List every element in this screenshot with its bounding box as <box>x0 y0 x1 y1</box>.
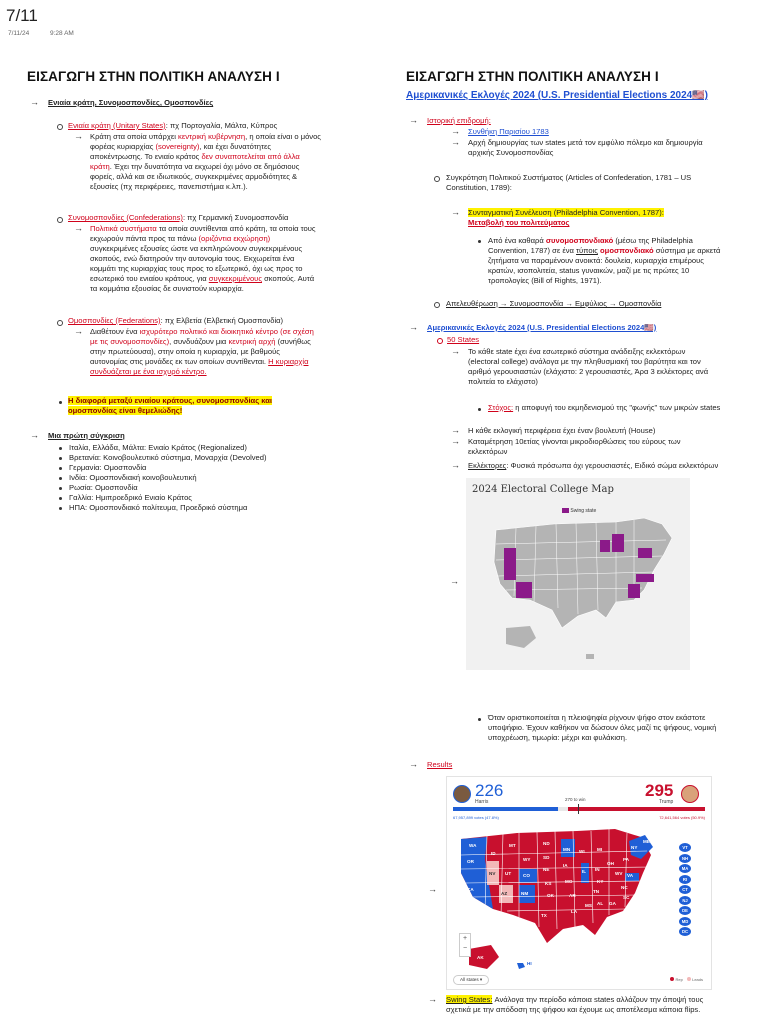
unitary-heading: Ενιαία κράτη (Unitary States): πχ Πορτογαλία, Μάλτα, Κύπρος <box>68 121 278 130</box>
swing-state-mi <box>612 534 624 552</box>
list-item: ΗΠΑ: Ομοσπονδιακό πολίτευμα, Προεδρικό σύστημα <box>57 503 357 513</box>
results-legend: Rep Leads <box>670 977 703 982</box>
swing-state-pa <box>638 548 652 558</box>
state-label: MT <box>509 843 516 848</box>
list-item: Βρετανία: Κοινοβουλευτικό σύστημα, Μοναρχία (Devolved) <box>57 453 357 463</box>
state-label: KS <box>545 881 552 886</box>
swing-state-wi <box>600 540 610 552</box>
articles-confed: Συγκρότηση Πολιτικού Συστήματος (Articles of Confederation, 1781 – US Constitution, 1789): <box>446 173 692 192</box>
state-label: OK <box>547 893 554 898</box>
state-badge: NJ <box>679 896 691 905</box>
state-label: MI <box>597 847 603 852</box>
left-title: ΕΙΣΑΓΩΓΗ ΣΤΗΝ ΠΟΛΙΤΙΚΗ ΑΝΑΛΥΣΗ Ι <box>27 69 280 84</box>
goal-note: Στόχος: η αποφυγή του εκμηδενισμού της "φωνής" των μικρών states <box>488 403 721 412</box>
harris-name: Harris <box>475 799 489 805</box>
state-label: SD <box>543 855 550 860</box>
list-item: Γερμανία: Ομοσπονδία <box>57 463 357 473</box>
state-label: WV <box>615 871 623 876</box>
left-heading-states: Ενιαία κράτη, Συνομοσπονδίες, Ομοσπονδίες <box>48 98 214 107</box>
state-label: CO <box>523 873 530 878</box>
philadelphia-convention: Συνταγματική Συνέλευση (Philadelphia Convention, 1787): Μεταβολή του πολιτεύματος <box>468 208 664 227</box>
electoral-college-desc: Το κάθε state έχει ένα εσωτερικό σύστημα ανάδειξης εκλεκτόρων (electoral college) ανάλογα με την πληθυσμιακή του βαρύτητα και τον αριθμό γερουσιαστών (ελάχιστο: 2 γερουσιαστές, Άρα 3 εκλέκτορες ανά πολιτεία το ελάχιστο) <box>468 347 709 386</box>
swing-map-svg <box>466 478 690 670</box>
history-label: Ιστορική επιδρομή: <box>427 116 491 125</box>
swing-state-az <box>516 582 532 598</box>
state-label: LA <box>571 909 578 914</box>
page-date-small: 7/11/24 <box>8 30 30 37</box>
district-note: Η κάθε εκλογική περιφέρεια έχει έναν βουλευτή (House) <box>468 426 656 435</box>
state-badge: CT <box>679 885 691 894</box>
state-label: AK <box>477 955 484 960</box>
to-win-label: 270 to win <box>565 797 586 802</box>
unitary-body: Κράτη στα οποία υπάρχει κεντρική κυβέρνηση, η οποία είναι ο μόνος φορέας κυριαρχίας (sovereignty), και έχει δυνατότητες αποκέντρωσης. Το ενιαίο κράτος δεν συναποτελείται από άλλα κράτη. Έχει την δυνατότητα να εκχωρεί όχι μόνο σε δημόσιους φορείς, αλλά και σε ιδιωτικούς, συγκεκριμένες αρμοδιότητες & εξουσίες (πχ περιφέρειες, πανεπιστήμια κ.λπ.). <box>90 132 321 191</box>
paris-desc: Αρχή δημιουργίας των states μετά τον εμφύλιο πόλεμο και δημιουργία αρχικής Συνομοσπονδίας <box>468 138 703 157</box>
trump-name: Trump <box>659 799 674 805</box>
state-label: MN <box>563 847 571 852</box>
state-label: TX <box>541 913 547 918</box>
all-states-dropdown[interactable]: All states ▾ <box>453 975 489 985</box>
state-badge: VT <box>679 843 691 852</box>
swing-state-nc <box>636 574 654 582</box>
fed-heading: Ομοσπονδίες (Federations): πχ Ελβετία (Ελβετική Ομοσπονδία) <box>68 316 284 325</box>
state-badge: NH <box>679 854 691 863</box>
zoom-in-icon[interactable]: + <box>462 935 468 942</box>
state-label: CA <box>467 887 474 892</box>
results-map <box>446 776 712 990</box>
electors-note: Εκλέκτορες: Φυσικά πρόσωπα όχι γερουσιαστές, Ειδικό σώμα εκλεκτόρων <box>468 461 719 470</box>
results-label: Results <box>427 760 453 769</box>
state-label: PA <box>623 857 630 862</box>
state-badge: DE <box>679 906 691 915</box>
confed-body: Πολιτικά συστήματα τα οποία συντίθενται από κράτη, τα οποία τους εκχωρούν πάντα προς τα πάνω (οριζόντια εκχώρηση) συγκεκριμένες εξουσίες ώστε να εκπληρώνουν συγκεκριμένους σκοπούς, ενώ διατηρούν την αυτονομία τους. Εκχωρείται ένα κομμάτι της κυριαρχίας τους προς το εξωτερικό, όχι ως προς το εσωτερικό του ενιαίου κράτους, για συγκεκριμένους σκοπούς. Αυτά τα κομμάτια εξουσίας δε συνιστούν κυριαρχία. <box>90 224 316 293</box>
state-label: ID <box>491 851 496 856</box>
state-label: IA <box>563 863 568 868</box>
state-label: NE <box>543 867 550 872</box>
east-coast-badges <box>679 843 691 938</box>
zoom-controls[interactable] <box>459 933 471 957</box>
list-item: Ρωσία: Ομοσπονδία <box>57 483 357 493</box>
confed-heading: Συνομοσπονδίες (Confederations): πχ Γερμανική Συνομοσπονδία <box>68 213 289 222</box>
harris-popular: 67,957,899 votes (47.8%) <box>453 815 499 820</box>
chevron-down-icon: ▾ <box>479 977 483 982</box>
state-labels <box>447 777 711 989</box>
state-label: SC <box>623 895 630 900</box>
state-label: UT <box>505 871 512 876</box>
swing-states-note: Swing States: Ανάλογα την περίοδο κάποια states αλλάζουν την άποψή τους σχετικά με την απόδοση της ψήφου και έχουμε ως αποτέλεσμα κάποια flips. <box>446 995 704 1014</box>
state-label: NC <box>621 885 628 890</box>
zoom-out-icon[interactable]: − <box>462 945 468 952</box>
electoral-college-map <box>466 478 690 670</box>
state-label: AZ <box>501 891 508 896</box>
state-badge: RI <box>679 875 691 884</box>
state-label: IN <box>595 867 600 872</box>
history-sequence: Απελευθέρωση → Συνομοσπονδία → Εμφύλιος → Ομοσπονδία <box>446 299 662 308</box>
state-label: WA <box>469 843 477 848</box>
right-title: ΕΙΣΑΓΩΓΗ ΣΤΗΝ ΠΟΛΙΤΙΚΗ ΑΝΑΛΥΣΗ Ι <box>406 69 659 84</box>
page-date: 7/11 <box>6 6 38 25</box>
state-badge: MA <box>679 864 691 873</box>
state-label: FL <box>615 919 621 924</box>
state-label: AR <box>569 893 576 898</box>
paris-treaty-link[interactable]: Συνθήκη Παρισίου 1783 <box>468 127 549 136</box>
right-subtitle: Αμερικανικές Εκλογές 2024 (U.S. Presidential Elections 2024🇺🇸) <box>406 90 709 101</box>
comparison-list <box>57 443 357 513</box>
state-label: WI <box>579 849 585 854</box>
state-label: OR <box>467 859 474 864</box>
electors-duty: Όταν οριστικοποιείται η πλειοψηφία ρίχνουν ψήφο στον εκάστοτε υποψήφιο. Έχουν καθήκον να δώσουν όλες μαζί τις ψήφους, νομική υποχρέωση, τιμωρία: μέχρι και φυλάκιση. <box>488 713 717 742</box>
state-label: NM <box>521 891 529 896</box>
list-item: Γαλλία: Ημιπροεδρικό Ενιαίο Κράτος <box>57 493 357 503</box>
map-title: 2024 Electoral College Map <box>472 484 614 495</box>
comparison-heading: Μια πρώτη σύγκριση <box>48 431 125 440</box>
list-item: Ινδία: Ομοσπονδιακή κοινοβουλευτική <box>57 473 357 483</box>
key-difference-note: Η διαφορά μεταξύ ενιαίου κράτους, συνομοσπονδίας και ομοσπονδίας είναι θεμελιώδης! <box>68 396 273 415</box>
trump-votes: 295 <box>645 781 674 800</box>
state-label: MO <box>565 879 573 884</box>
map-legend: Swing state <box>562 508 596 514</box>
fed-body: Διαθέτουν ένα ισχυρότερο πολιτικό και διοικητικό κέντρο (σε σχέση με τις συνομοσπονδίες), συνδυάζουν μια κεντρική αρχή (συνήθως στην πρωτεύουσα), στην οποία η κυριαρχία, με βαθμούς αυτονομίας στις μονάδες εκ των οποίων συντίθενται. Η κυριαρχία συνδυάζεται με ένα ισχυρό κέντρο. <box>90 327 314 376</box>
trump-popular: 72,641,564 votes (50.9%) <box>659 815 705 820</box>
census-note: Καταμέτρηση 10ετίας γίνονται μικροδιορθώσεις του εύρους των εκλεκτόρων <box>468 437 681 456</box>
state-badge: DC <box>679 927 691 936</box>
state-label: VA <box>627 873 634 878</box>
swing-state-ga <box>628 584 640 598</box>
convention-detail: Από ένα καθαρά συνομοσπονδιακό (μέσω της Philadelphia Convention, 1787) σε ένα τύποις ομοσπονδιακό σύστημα με αρκετά ζητήματα να παραμένουν ανοικτά: δουλεία, κυριαρχία επιμέρους κρατών, ισοπολιτεία, status γυναικών, μαζί με τις πρώτες 10 τροπολογίες (Bill of Rights, 1971). <box>488 236 721 285</box>
state-label: WY <box>523 857 531 862</box>
state-label: AL <box>597 901 604 906</box>
state-label: ME <box>643 839 650 844</box>
state-label: OH <box>607 861 614 866</box>
state-badge: MD <box>679 917 691 926</box>
state-label: KY <box>597 879 604 884</box>
elections-subheading: Αμερικανικές Εκλογές 2024 (U.S. Presidential Elections 2024🇺🇸) <box>427 323 657 332</box>
state-label: IL <box>582 869 587 874</box>
list-item: Ιταλία, Ελλάδα, Μάλτα: Ενιαίο Κράτος (Regionalized) <box>57 443 357 453</box>
state-label: TN <box>593 889 600 894</box>
state-label: MS <box>585 903 592 908</box>
page-time: 9:28 AM <box>50 30 74 37</box>
harris-votes: 226 <box>475 781 504 800</box>
state-label: HI <box>527 961 532 966</box>
state-label: NY <box>631 845 638 850</box>
fifty-states: 50 States <box>447 335 480 344</box>
state-label: ND <box>543 841 550 846</box>
swing-state-nv <box>504 548 516 580</box>
state-label: GA <box>609 901 616 906</box>
state-label: NV <box>489 871 496 876</box>
